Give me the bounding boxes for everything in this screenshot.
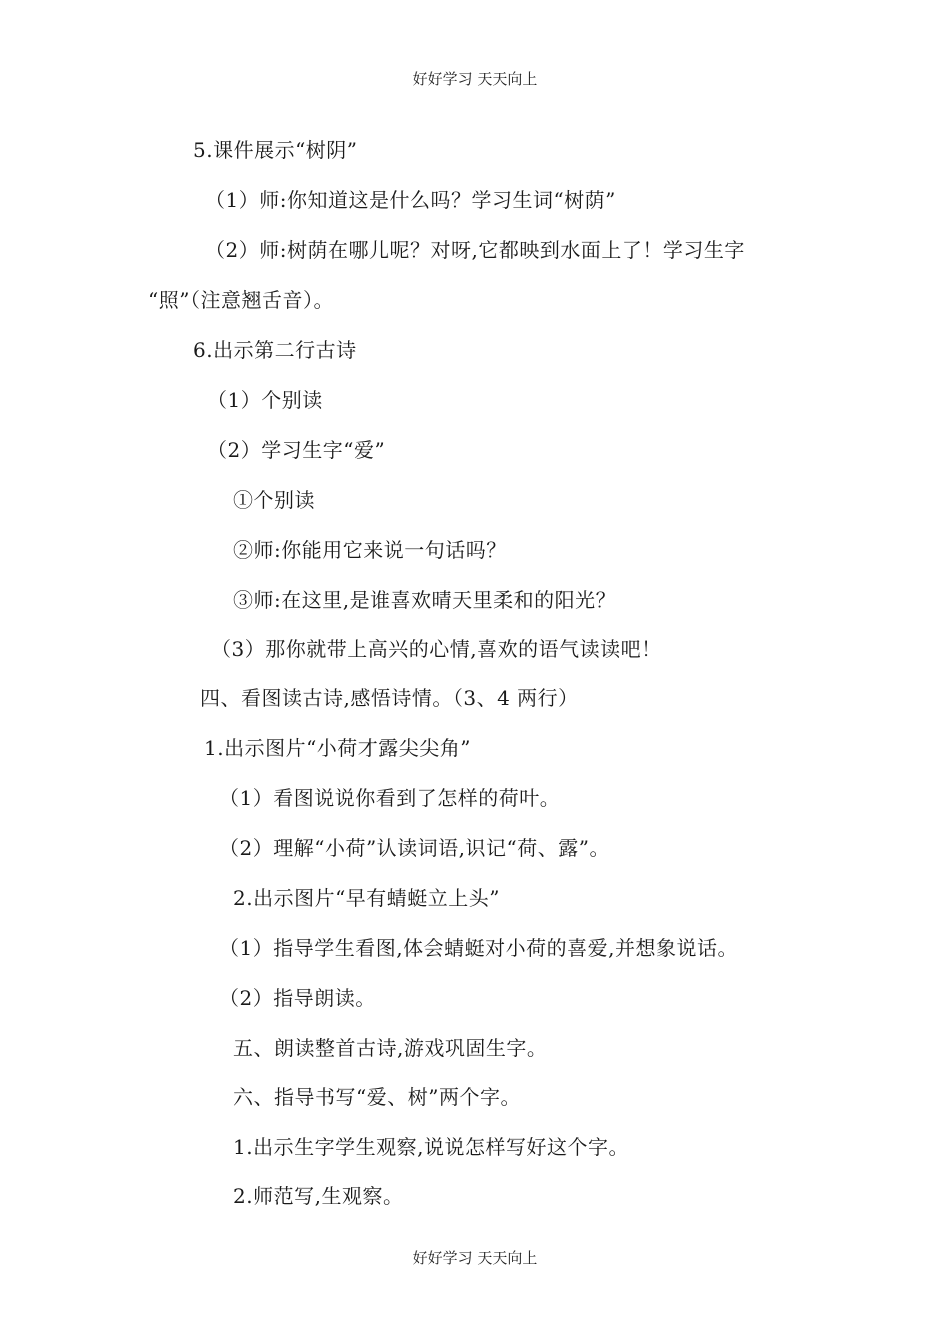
text-line: 四、看图读古诗,感悟诗情。（3、4 两行） bbox=[200, 686, 579, 710]
text-line: 5.课件展示“树阴” bbox=[193, 138, 358, 162]
text-line: 2.师范写,生观察。 bbox=[233, 1184, 404, 1208]
text-line: （2）理解“小荷”认读词语,识记“荷、露”。 bbox=[219, 836, 610, 860]
text-line: “照”（注意翘舌音）。 bbox=[148, 288, 334, 312]
text-line: （1）指导学生看图,体会蜻蜓对小荷的喜爱,并想象说话。 bbox=[219, 936, 738, 960]
page-footer: 好好学习 天天向上 bbox=[412, 1249, 538, 1267]
text-line: 六、指导书写“爱、树”两个字。 bbox=[233, 1085, 521, 1109]
text-line: （2）学习生字“爱” bbox=[207, 438, 386, 462]
text-line: 2.出示图片“早有蜻蜓立上头” bbox=[233, 886, 501, 910]
text-line: ①个别读 bbox=[233, 488, 315, 512]
text-line: 1.出示生字学生观察,说说怎样写好这个字。 bbox=[233, 1135, 629, 1159]
page-header: 好好学习 天天向上 bbox=[412, 70, 538, 88]
text-line: 五、朗读整首古诗,游戏巩固生字。 bbox=[233, 1036, 548, 1060]
text-line: （2）指导朗读。 bbox=[219, 986, 376, 1010]
text-line: （1）看图说说你看到了怎样的荷叶。 bbox=[219, 786, 561, 810]
text-line: （1）师:你知道这是什么吗？学习生词“树荫” bbox=[205, 188, 616, 212]
text-line: ②师:你能用它来说一句话吗？ bbox=[233, 538, 507, 562]
text-line: （2）师:树荫在哪儿呢？对呀,它都映到水面上了！学习生字 bbox=[205, 238, 745, 262]
text-line: 1.出示图片“小荷才露尖尖角” bbox=[204, 736, 472, 760]
text-line: 6.出示第二行古诗 bbox=[193, 338, 357, 362]
text-line: （3）那你就带上高兴的心情,喜欢的语气读读吧！ bbox=[211, 637, 662, 661]
text-line: （1）个别读 bbox=[207, 388, 323, 412]
text-line: ③师:在这里,是谁喜欢晴天里柔和的阳光？ bbox=[233, 588, 617, 612]
